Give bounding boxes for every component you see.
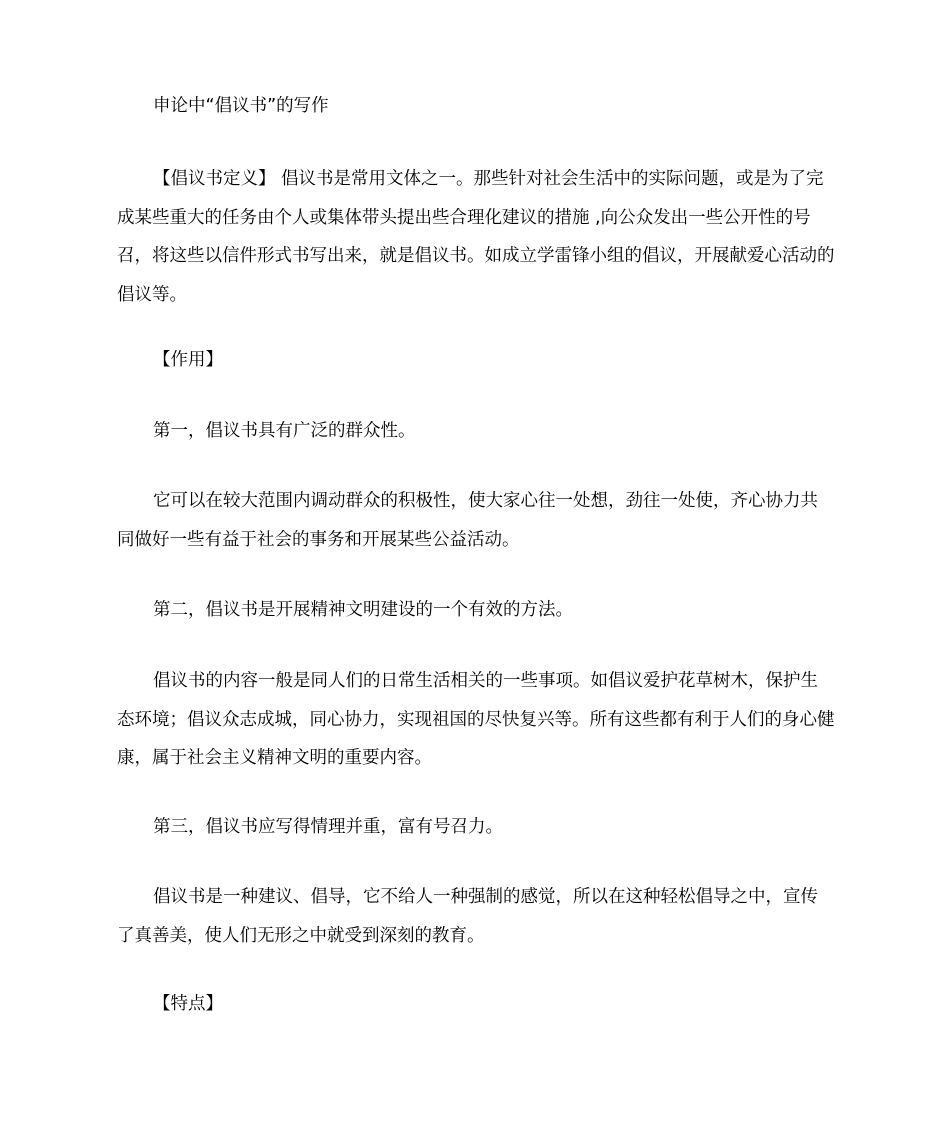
paragraph-point-1-detail: 它可以在较大范围内调动群众的积极性，使大家心往一处想，劲往一处使，齐心协力共同做好一些有益于社会的事务和开展某些公益活动。	[117, 491, 818, 550]
document-title: 申论中“倡议书”的写作	[153, 96, 329, 116]
paragraph-definition: 【倡议书定义】 倡议书是常用文体之一。那些针对社会生活中的实际问题，或是为了完成某些重大的任务由个人或集体带头提出些合理化建议的措施 ,向公众发出一些公开性的号召，将这些以信件形式书写出来，就是倡议书。如成立学雷锋小组的倡议，开展献爱心活动的倡议等。	[117, 169, 835, 305]
paragraph-point-2: 第二，倡议书是开展精神文明建设的一个有效的方法。	[153, 600, 573, 620]
paragraph-point-1: 第一，倡议书具有广泛的群众性。	[153, 421, 416, 441]
paragraph-point-3-detail: 倡议书是一种建议、倡导，它不给人一种强制的感觉，所以在这种轻松倡导之中，宣传了真善美，使人们无形之中就受到深刻的教育。	[117, 887, 818, 946]
heading-function: 【作用】	[153, 350, 223, 370]
paragraph-point-2-detail: 倡议书的内容一般是同人们的日常生活相关的一些事项。如倡议爱护花草树木，保护生态环境；倡议众志成城，同心协力，实现祖国的尽快复兴等。所有这些都有利于人们的身心健康，属于社会主义精神文明的重要内容。	[117, 671, 835, 768]
heading-features: 【特点】	[153, 994, 223, 1014]
paragraph-point-3: 第三，倡议书应写得情理并重，富有号召力。	[153, 817, 503, 837]
